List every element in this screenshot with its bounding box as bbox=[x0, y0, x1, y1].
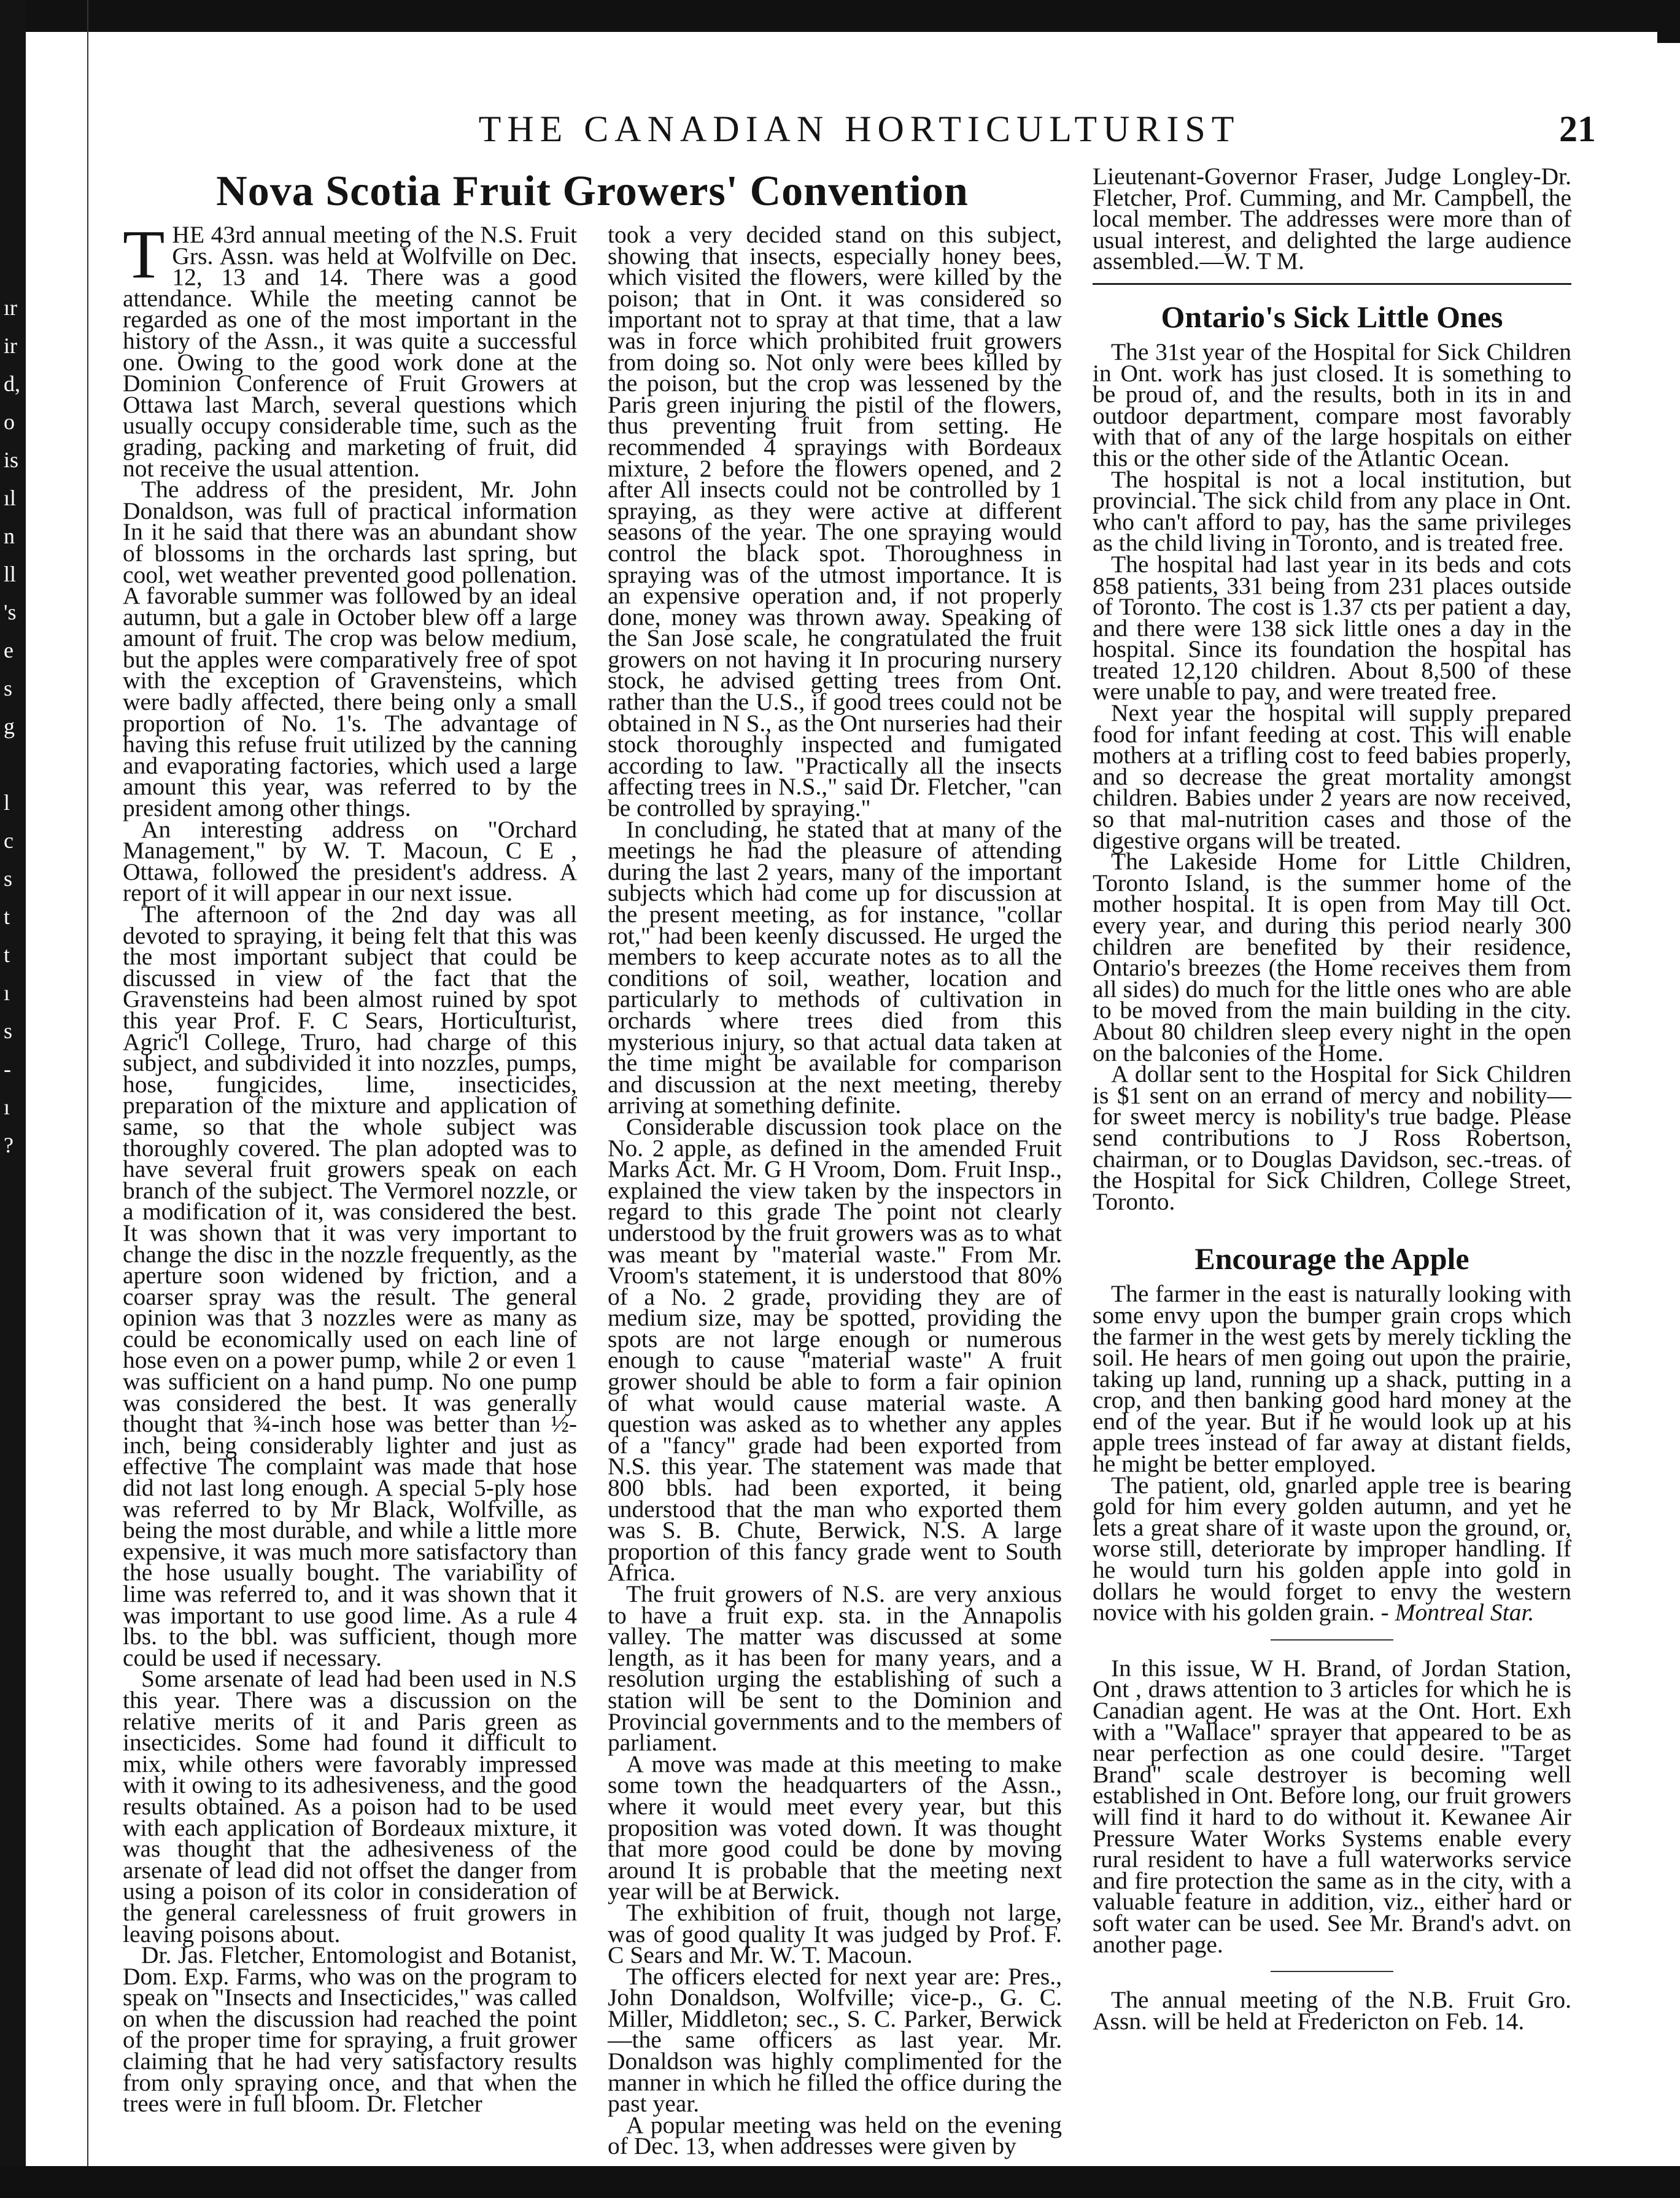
article-paragraph: The exhibition of fruit, though not large, was of good quality It was judged by Prof. F. C Sears and Mr. W. T. Macoun. bbox=[608, 1898, 1062, 1969]
article-paragraph: A popular meeting was held on the evening of Dec. 13, when addresses were given by bbox=[608, 2111, 1062, 2160]
margin-fragment: s bbox=[4, 676, 13, 701]
margin-fragment: n bbox=[4, 524, 15, 548]
article-paragraph: An interesting address on "Orchard Management," by W. T. Macoun, C E , Ottawa, followed the president's address. A report of it will appear in our next issue. bbox=[123, 815, 577, 907]
article-paragraph: THE 43rd annual meeting of the N.S. Fruit Grs. Assn. was held at Wolfville on Dec. 12, 13 and 14. There was a good attendance. While the meeting cannot be regarded as one of the most important in the history of the Assn., it was quite a successful one. Owing to the good work done at the Dominion Conference of Fruit Growers at Ottawa last March, several questions which usually occupy considerable time, such as the grading, packing and marketing of fruit, did not receive the usual attention. bbox=[123, 217, 577, 482]
article-paragraph: The 31st year of the Hospital for Sick Children in Ont. work has just closed. It is something to be proud of, and the results, both in its in and outdoor department, compare most favorably with that of any of the large hospitals on either this or the other side of the Atlantic Ocean. bbox=[1093, 338, 1571, 472]
section-rule bbox=[1093, 283, 1571, 285]
source-credit: Montreal Star. bbox=[1395, 1599, 1535, 1626]
article-paragraph: Considerable discussion took place on the No. 2 apple, as defined in the amended Fruit Marks Act. Mr. G H Vroom, Dom. Fruit Insp., explained the view taken by the inspectors in regard to this grade The point not clearly understood by the fruit growers was as to what was meant by "material waste." From Mr. Vroom's statement, it is understood that 80% of a No. 2 grade, providing they are of medium size, may be spotted, providing the spots are not large enough or numerous enough to cause "material waste" A fruit grower should be able to form a fair opinion of what would cause material waste. A question was asked as to whether any apples of a "fancy" grade had been exported from N.S. this year. The statement was made that 800 bbls. had been exported, it being understood that the man who exported them was S. B. Chute, Berwick, N.S. A large proportion of this fancy grade went to South Africa. bbox=[608, 1113, 1062, 1586]
margin-fragment: o bbox=[4, 410, 15, 434]
margin-fragment: ıl bbox=[4, 486, 17, 510]
scan-edge-top bbox=[0, 0, 1680, 32]
running-title: THE CANADIAN HORTICULTURIST bbox=[478, 109, 1241, 149]
margin-fragment: g bbox=[4, 714, 15, 739]
gutter-rule bbox=[26, 0, 88, 2198]
article-paragraph: The hospital had last year in its beds and cots 858 patients, 331 being from 231 places outside of Toronto. The cost is 1.37 cts per patient a day, and there were 138 sick little ones a day in the hospital. Since its foundation the hospital has treated 12,120 children. About 8,500 of these were unable to pay, and were treated free. bbox=[1093, 550, 1571, 705]
article-paragraph: Lieutenant-Governor Fraser, Judge Longley-Dr. Fletcher, Prof. Cumming, and Mr. Campbell, the local member. The addresses were more than of usual interest, and delighted the large audience assembled.—W. T M. bbox=[1093, 163, 1571, 275]
margin-fragment: ı bbox=[4, 981, 10, 1005]
margin-fragment bbox=[4, 745, 28, 783]
note-paragraph: In this issue, W H. Brand, of Jordan Station, Ont , draws attention to 3 articles for which he is Canadian agent. He was at the Ont. Hort. Exh with a "Wallace" sprayer that appeared to be as near perfection as one could desire. "Target Brand" scale destroyer is becoming well established in Ont. Before long, our fruit growers will find it hard to do without it. Kewanee Air Pressure Water Works Systems enable every rural resident to have a full waterworks service and fire protection the same as in the city, with a valuable feature in addition, viz., either hard or soft water can be used. See Mr. Brand's advt. on another page. bbox=[1093, 1654, 1571, 1958]
article-paragraph: Some arsenate of lead had been used in N.S this year. There was a discussion on the relative merits of it and Paris green as insecticides. Some had found it difficult to mix, while others were favorably impressed with it owing to its adhesiveness, and the good results obtained. As a poison had to be used with each application of Bordeaux mixture, it was thought that the adhesiveness of the arsenate of lead did not offset the danger from using a poison of its color in consideration of the general carelessness of fruit growers in leaving poisons about. bbox=[123, 1665, 577, 1948]
article-paragraph: The patient, old, gnarled apple tree is bearing gold for him every golden autumn, and yet he lets a great share of it waste upon the ground, or, worse still, deteriorate by improper handling. If he would turn his golden apple into gold in dollars he would forget to envy the western novice with his golden grain. - Montreal Star. bbox=[1093, 1471, 1571, 1626]
margin-fragment: t bbox=[4, 942, 10, 967]
article-paragraph: A move was made at this meeting to make some town the headquarters of the Assn., where it would meet every year, but this proposition was voted down. It was thought that more good could be done by moving around It is probable that the meeting next year will be at Berwick. bbox=[608, 1750, 1062, 1905]
margin-fragment: e bbox=[4, 638, 14, 662]
article-paragraph: The farmer in the east is naturally looking with some envy upon the bumper grain crops which the farmer in the west gets by merely tickling the soil. He hears of men going out upon the prairie, taking up land, running up a shack, putting in a crop, and then banking good hard money at the end of the year. But if he would look up at his apple trees instead of far away at distant fields, he might be better employed. bbox=[1093, 1280, 1571, 1478]
article-paragraph: The afternoon of the 2nd day was all devoted to spraying, it being felt that this was the most important subject that could be discussed in view of the fact that the Gravensteins had been almost ruined by spot this year Prof. F. C Sears, Horticulturist, Agric'l College, Truro, had charge of this subject, and subdivided it into nozzles, pumps, hose, fungicides, lime, insecticides, preparation of the mixture and application of same, so that the whole subject was thoroughly covered. The plan adopted was to have several fruit growers speak on each branch of the subject. The Vermorel nozzle, or a modification of it, was considered the best. It was shown that it was very important to change the disc in the nozzle frequently, as the aperture soon widened by friction, and a coarser spray was the result. The general opinion was that 3 nozzles were as many as could be economically used on each line of hose even on a power pump, while 2 or even 1 was sufficient on a hand pump. No one pump was considered the best. It was generally thought that ¾-inch hose was better than ½-inch, being considerably lighter and just as effective The complaint was made that hose did not last long enough. A special 5-ply hose was referred to by Mr Black, Wolfville, as being the most durable, and while a little more expensive, it was much more satisfactory than the hose usually bought. The variability of lime was referred to, and it was shown that it was important to use good lime. As a rule 4 lbs. to the bbl. was sufficient, though more could be used if necessary. bbox=[123, 901, 577, 1671]
margin-fragment: 's bbox=[4, 600, 17, 624]
scan-edge-right bbox=[1657, 0, 1680, 43]
margin-fragment: ll bbox=[4, 562, 17, 586]
article-title: Nova Scotia Fruit Growers' Convention bbox=[216, 168, 969, 215]
margin-fragment: ? bbox=[4, 1133, 14, 1157]
margin-fragment: d, bbox=[4, 371, 20, 396]
article-paragraph: Dr. Jas. Fletcher, Entomologist and Botanist, Dom. Exp. Farms, who was on the program to speak on "Insects and Insecticides," was called on when the discussion had reached the point of the proper time for spraying, a fruit grower claiming that he had very satisfactory results from only spraying once, and that when the trees were in full bloom. Dr. Fletcher bbox=[123, 1941, 577, 2118]
column-1 bbox=[123, 217, 577, 2118]
drop-cap: T bbox=[123, 217, 165, 293]
adjacent-page-fragments bbox=[4, 289, 28, 1164]
article-paragraph: Next year the hospital will supply prepared food for infant feeding at cost. This will enable mothers at a trifling cost to feed babies properly, and so decrease the great mortality amongst children. Babies under 2 years are now received, so that mal-nutrition cases and those of the digestive organs will be treated. bbox=[1093, 699, 1571, 854]
page-number: 21 bbox=[1559, 109, 1596, 149]
margin-fragment: t bbox=[4, 904, 10, 929]
divider-rule bbox=[1271, 1971, 1393, 1972]
article-paragraph: A dollar sent to the Hospital for Sick Children is $1 sent on an errand of mercy and nobility—for sweet mercy is nobility's true badge. Please send contributions to J Ross Robertson, chairman, or to Douglas Davidson, sec.-treas. of the Hospital for Sick Children, College Street, Toronto. bbox=[1093, 1060, 1571, 1215]
margin-fragment: is bbox=[4, 448, 19, 472]
note-paragraph: The annual meeting of the N.B. Fruit Gro. Assn. will be held at Fredericton on Feb. 14. bbox=[1093, 1986, 1571, 2035]
article-paragraph: took a very decided stand on this subject, showing that insects, especially honey bees, which visited the flowers, were killed by the poison; that in Ont. it was considered so important not to spray at that time, that a law was in force which prohibited fruit growers from doing so. Not only were bees killed by the poison, but the crop was lessened by the Paris green injuring the pistil of the flowers, thus preventing fruit from setting. He recommended 4 sprayings with Bordeaux mixture, 2 before the flowers opened, and 2 after All insects could not be controlled by 1 spraying, as they were active at different seasons of the year. The one spraying would control the black spot. Thoroughness in spraying was of the utmost importance. It is an expensive operation and, if not properly done, money was thrown away. Speaking of the San Jose scale, he congratulated the fruit growers on not having it In procuring nursery stock, he advised getting trees from Ont. rather than the U.S., if good trees could not be obtained in N S., as the Ont nurseries had their stock thoroughly inspected and fumigated according to law. "Practically all the insects affecting trees in N.S.," said Dr. Fletcher, "can be controlled by spraying." bbox=[608, 221, 1062, 822]
article-paragraph: The officers elected for next year are: Pres., John Donaldson, Wolfville; vice-p., G. C. Miller, Middleton; sec., S. C. Parker, Berwick—the same officers as last year. Mr. Donaldson was highly complimented for the manner in which he filled the office during the past year. bbox=[608, 1962, 1062, 2118]
margin-fragment: ı bbox=[4, 1095, 10, 1119]
margin-fragment: l bbox=[4, 790, 10, 815]
article-paragraph: In concluding, he stated that at many of the meetings he had the pleasure of attending during the last 2 years, many of the important subjects which had come up for discussion at the present meeting, as for instance, "collar rot," had been keenly discussed. He urged the members to keep accurate notes as to all the conditions of soil, weather, location and particularly to methods of cultivation in orchards where trees died from this mysterious injury, so that actual data taken at the time might be available for comparison and discussion at the next meeting, thereby arriving at something definite. bbox=[608, 815, 1062, 1119]
margin-fragment: - bbox=[4, 1057, 11, 1081]
divider-rule bbox=[1271, 1639, 1393, 1641]
margin-fragment: s bbox=[4, 866, 13, 891]
scan-edge-bottom bbox=[0, 2166, 1680, 2198]
column-3 bbox=[1093, 163, 1571, 2035]
margin-fragment: ır bbox=[4, 295, 17, 320]
margin-fragment: s bbox=[4, 1019, 13, 1043]
margin-fragment: ir bbox=[4, 333, 17, 358]
column-2 bbox=[608, 221, 1062, 2160]
article-paragraph: The Lakeside Home for Little Children, Toronto Island, is the summer home of the mother hospital. It is open from May till Oct. every year, and during this period nearly 300 children are benefited by their residence, Ontario's breezes (the Home receives them from all sides) do much for the little ones who are able to be moved from the main building in the city. About 80 children sleep every night in the open on the balconies of the Home. bbox=[1093, 848, 1571, 1066]
section-heading: Encourage the Apple bbox=[1194, 1241, 1469, 1276]
section-heading: Ontario's Sick Little Ones bbox=[1161, 299, 1503, 334]
article-paragraph: The address of the president, Mr. John Donaldson, was full of practical information In it he said that there was an abundant show of blossoms in the orchards last spring, but cool, wet weather prevented good pollenation. A favorable summer was followed by an ideal autumn, but a gale in October blew off a large amount of fruit. The crop was below medium, but the apples were comparatively free of spot with the exception of Gravensteins, which were badly affected, there being only a small proportion of No. 1's. The advantage of having this refuse fruit utilized by the canning and evaporating factories, which used a large amount this year, was referred to by the president among other things. bbox=[123, 476, 577, 822]
margin-fragment: c bbox=[4, 828, 14, 853]
article-paragraph: The hospital is not a local institution, but provincial. The sick child from any place in Ont. who can't afford to pay, has the same privileges as the child living in Toronto, and is treated free. bbox=[1093, 465, 1571, 557]
article-paragraph: The fruit growers of N.S. are very anxious to have a fruit exp. sta. in the Annapolis valley. The matter was discussed at some length, as it has been for many years, and a resolution urging the establishing of such a station will be sent to the Dominion and Provincial governments and to the members of parliament. bbox=[608, 1580, 1062, 1757]
